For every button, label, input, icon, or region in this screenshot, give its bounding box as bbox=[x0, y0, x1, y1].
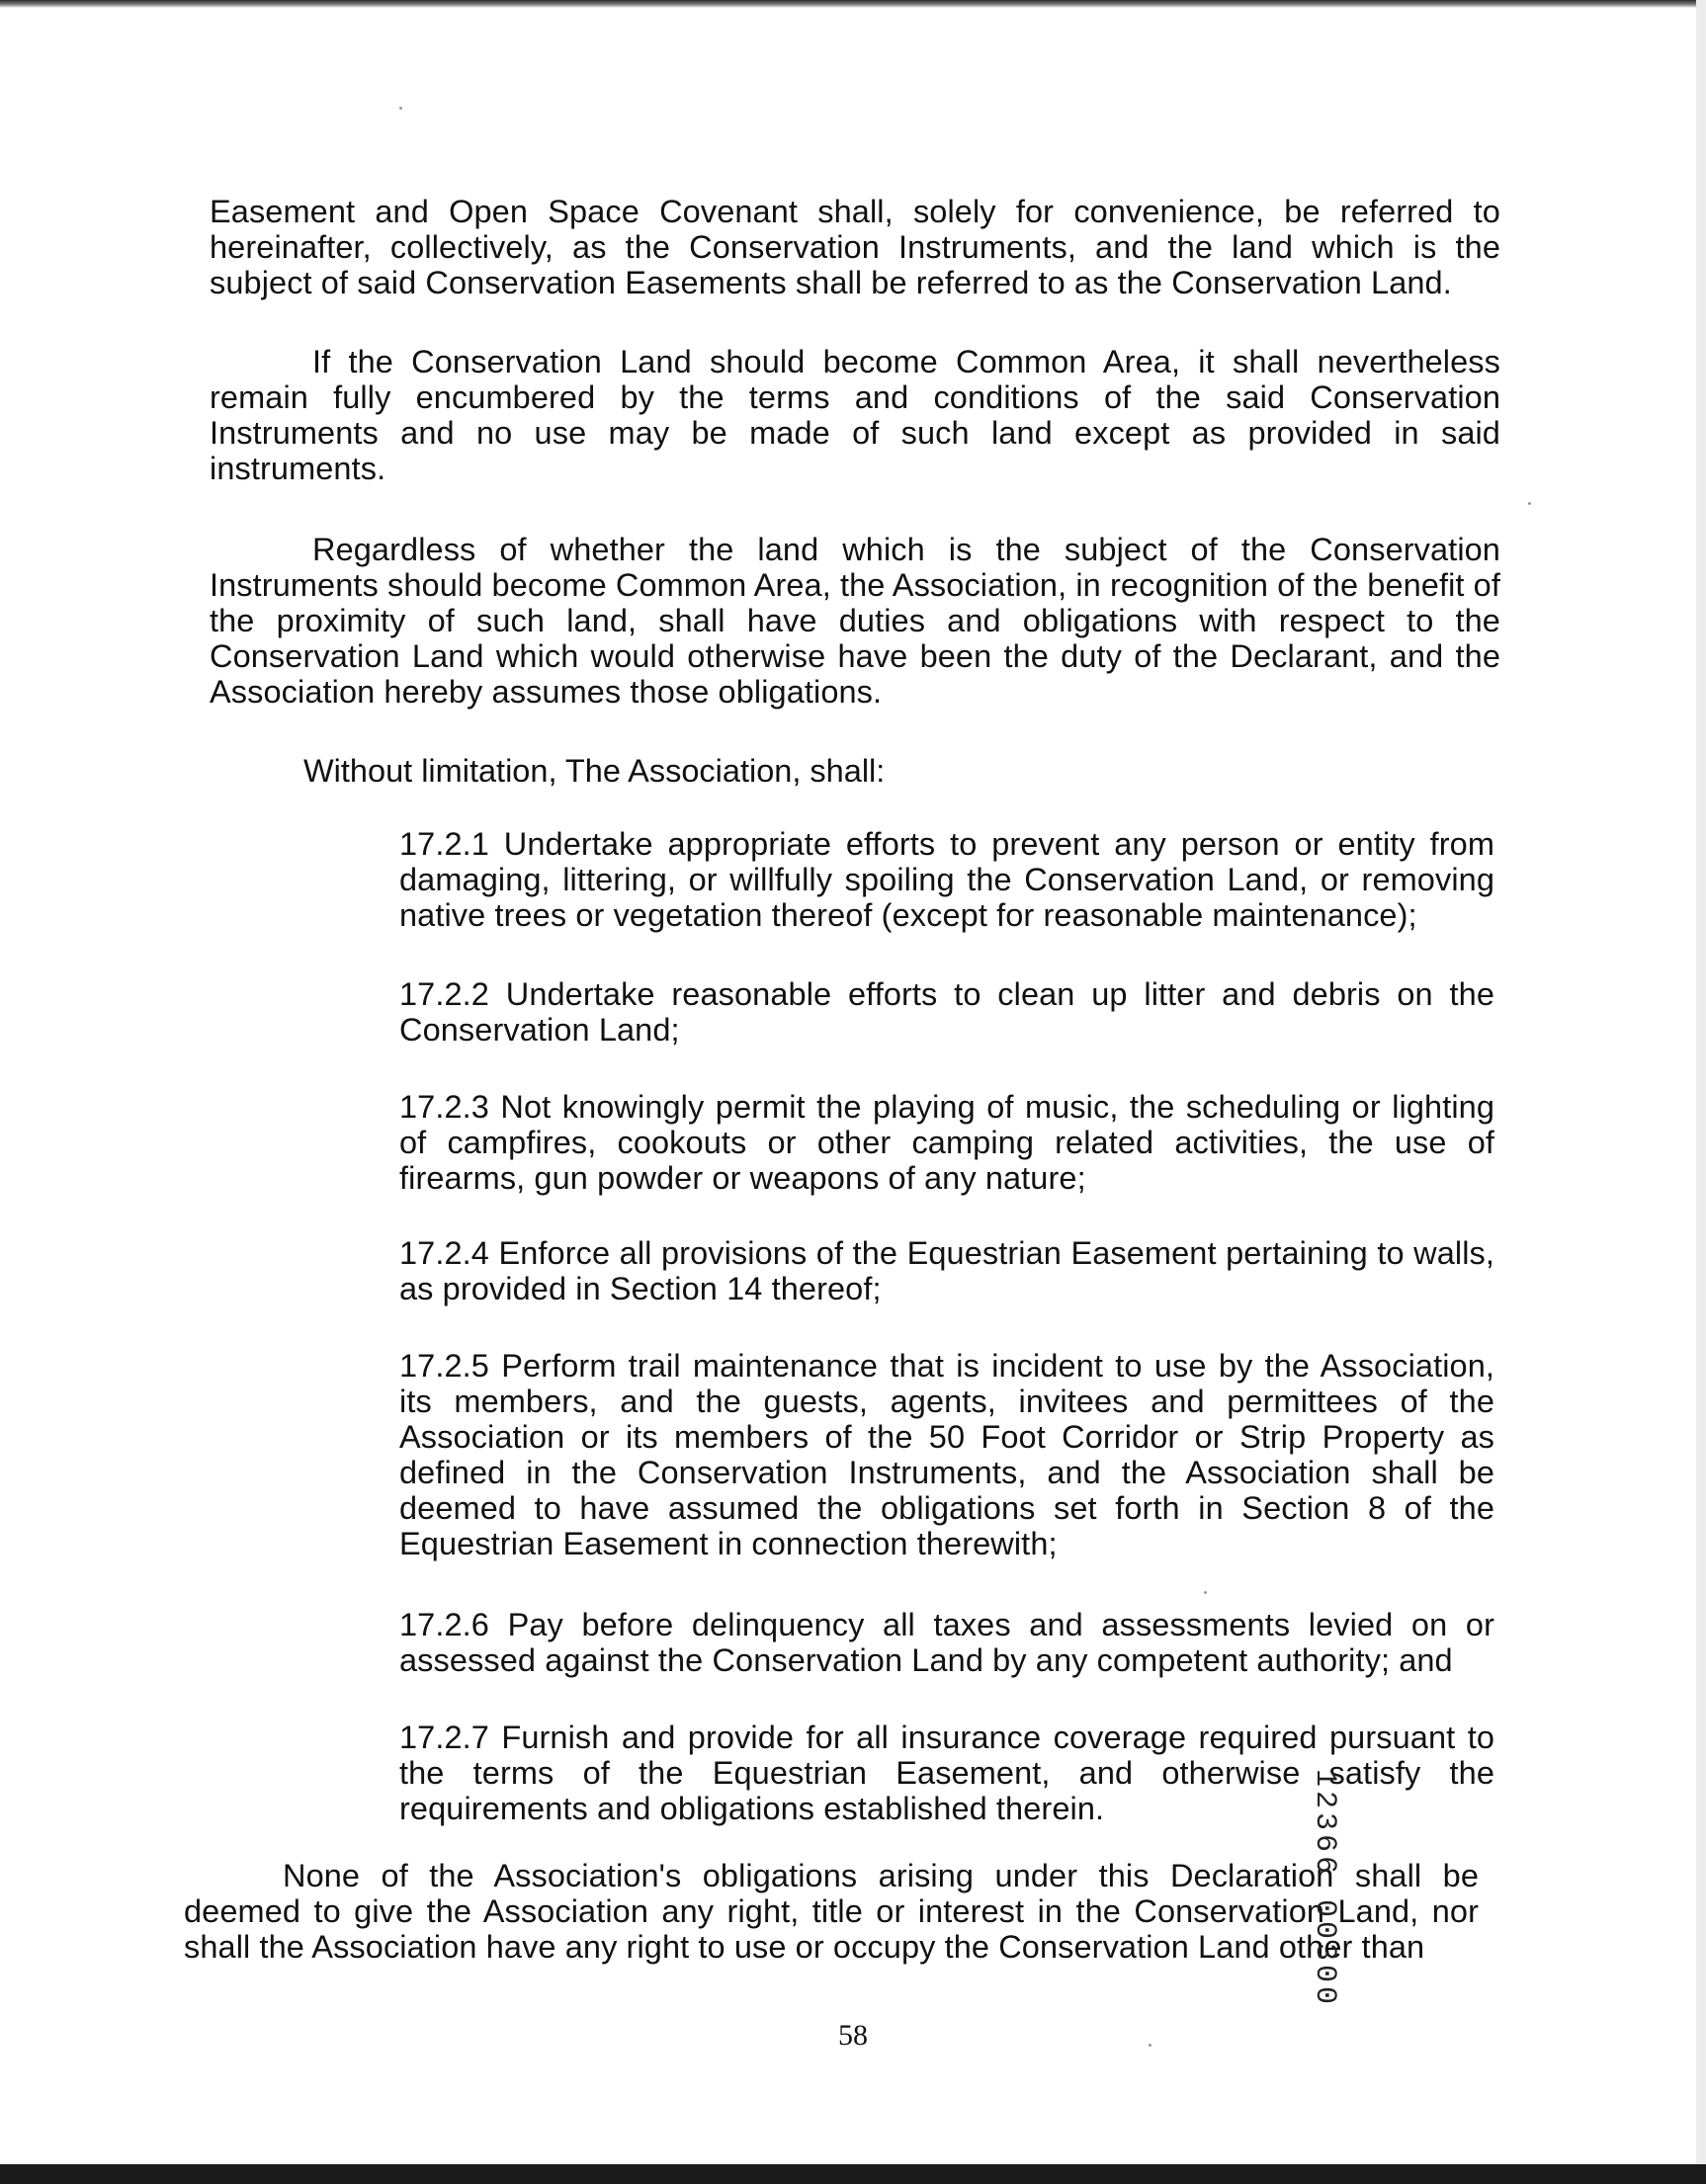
list-item-17-2-2: 17.2.2 Undertake reasonable efforts to clean up litter and debris on the Conservation Land; bbox=[399, 976, 1494, 1048]
list-lead-in: Without limitation, The Association, shall: bbox=[303, 753, 886, 789]
scan-speck bbox=[399, 107, 402, 110]
list-item-17-2-7: 17.2.7 Furnish and provide for all insurance coverage required pursuant to the terms of the Equestrian Easement, and otherwise satisfy the requirements and obligations established therein. bbox=[399, 1720, 1494, 1826]
page-number: 58 bbox=[838, 2019, 868, 2052]
scan-border-right bbox=[1696, 0, 1706, 2184]
scan-border-bottom bbox=[0, 2164, 1706, 2184]
paragraph-association-duties: Regardless of whether the land which is the subject of the Conservation Instruments should become Common Area, the Association, in recognition of the benefit of the proximity of such land, shall have duties and obligations with respect to the Conservation Land which would otherwise have been the duty of the Declarant, and the Association hereby assumes those obligations. bbox=[210, 532, 1500, 710]
document-stamp-number: 12366 00300 bbox=[1308, 1769, 1341, 2009]
paragraph-closing-obligations: None of the Association's obligations arising under this Declaration shall be deemed to give the Association any right, title or interest in the Conservation Land, nor shall the Association have any right to use or occupy the Conservation Land other than bbox=[184, 1858, 1479, 1965]
scan-speck bbox=[1204, 1591, 1207, 1594]
list-item-17-2-3: 17.2.3 Not knowingly permit the playing of music, the scheduling or lighting of campfires, cookouts or other camping related activities, the use of firearms, gun powder or weapons of any nature; bbox=[399, 1089, 1494, 1196]
scan-border-top bbox=[0, 0, 1706, 8]
scan-speck bbox=[1149, 2044, 1152, 2047]
scan-speck bbox=[1528, 502, 1531, 505]
list-item-17-2-5: 17.2.5 Perform trail maintenance that is incident to use by the Association, its members, and the guests, agents, invitees and permittees of the Association or its members of the 50 Foot Corridor or Strip Property as defined in the Conservation Instruments, and the Association shall be deemed to have assumed the obligations set forth in Section 8 of the Equestrian Easement in connection therewith; bbox=[399, 1348, 1494, 1561]
paragraph-conservation-instruments: Easement and Open Space Covenant shall, solely for convenience, be referred to hereinafter, collectively, as the Conservation Instruments, and the land which is the subject of said Conservation Easements shall be referred to as the Conservation Land. bbox=[210, 194, 1500, 300]
paragraph-common-area: If the Conservation Land should become Common Area, it shall nevertheless remain fully encumbered by the terms and conditions of the said Conservation Instruments and no use may be made of such land except as provided in said instruments. bbox=[210, 344, 1500, 486]
list-item-17-2-6: 17.2.6 Pay before delinquency all taxes and assessments levied on or assessed against the Conservation Land by any competent authority; and bbox=[399, 1607, 1494, 1678]
list-item-17-2-4: 17.2.4 Enforce all provisions of the Equestrian Easement pertaining to walls, as provided in Section 14 thereof; bbox=[399, 1235, 1494, 1306]
list-item-17-2-1: 17.2.1 Undertake appropriate efforts to prevent any person or entity from damaging, littering, or willfully spoiling the Conservation Land, or removing native trees or vegetation thereof (except for reasonable maintenance); bbox=[399, 826, 1494, 933]
